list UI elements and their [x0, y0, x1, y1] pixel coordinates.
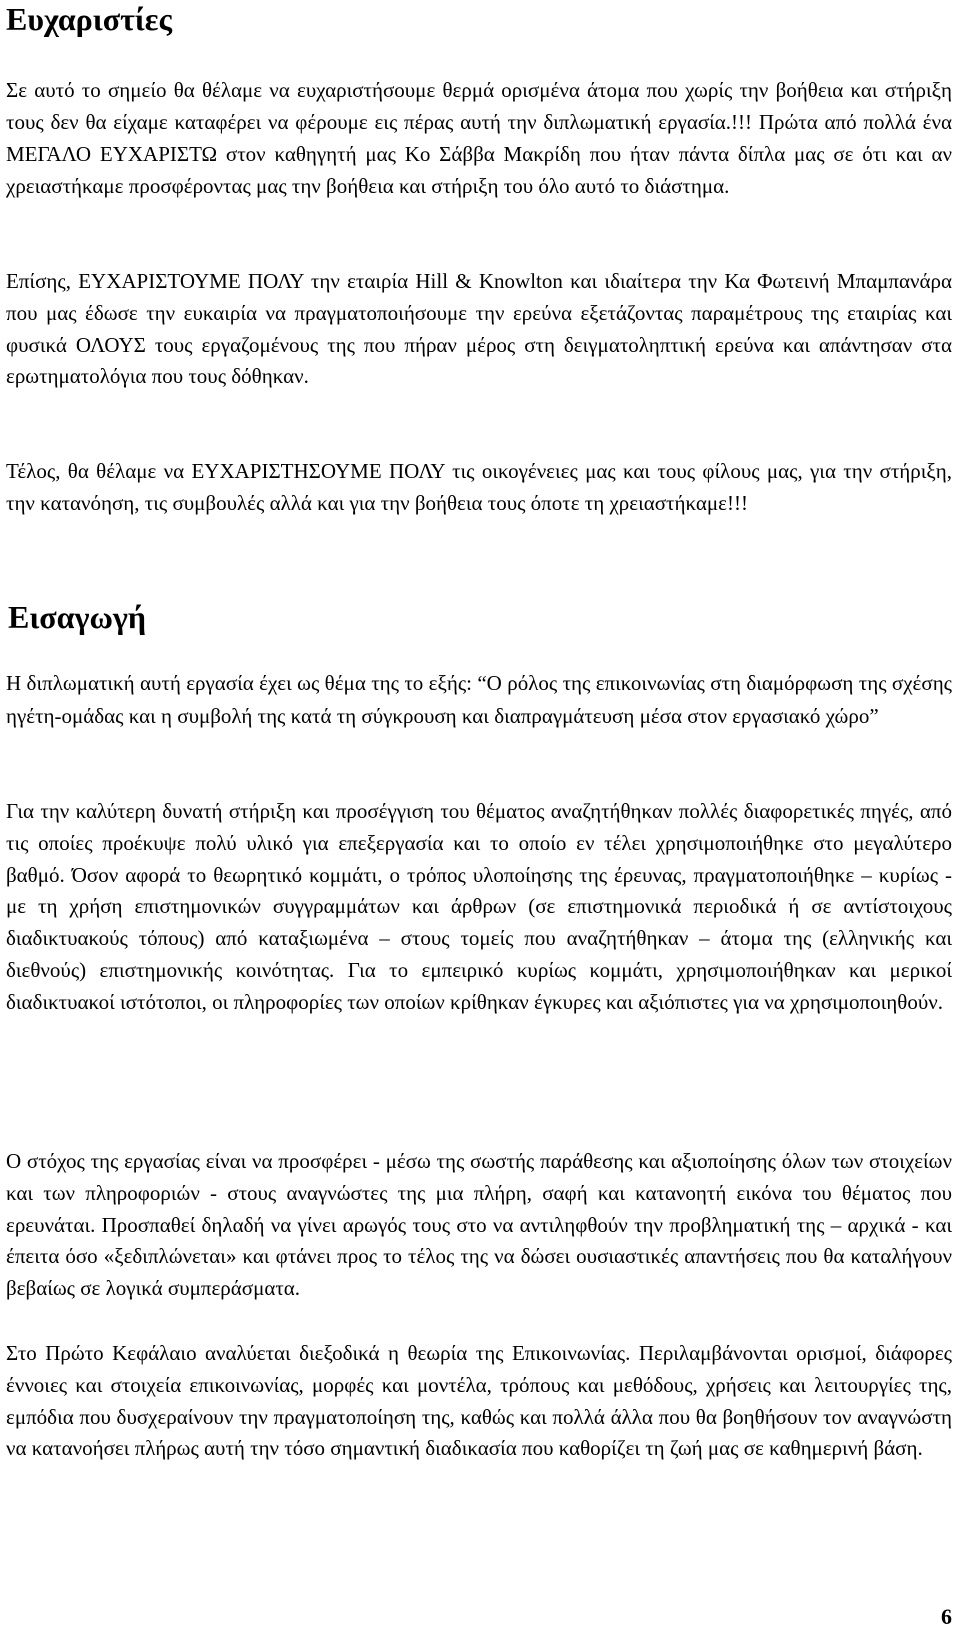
introduction-paragraph-2: Για την καλύτερη δυνατή στήριξη και προσέγγιση του θέματος αναζητήθηκαν πολλές διαφορετικές πηγές, από τις οποίες προέκυψε πολύ υλικό για επεξεργασία και το οποίο εν τέλει χρησιμοποιήθηκε στο μεγαλύτερο βαθμό. Όσον αφορά το θεωρητικό κομμάτι, ο τρόπος υλοποίησης της έρευνας, πραγματοποιήθηκε – κυρίως - με τη χρήση επιστημονικών συγγραμμάτων και άρθρων (σε επιστημονικά περιοδικά ή σε αντίστοιχους διαδικτυακούς τόπους) από καταξιωμένα – στους τομείς που αναζητήθηκαν – άτομα της (ελληνικής και διεθνούς) επιστημονικής κοινότητας. Για το εμπειρικό κυρίως κομμάτι, χρησιμοποιήθηκαν και μερικοί διαδικτυακοί ιστότοποι, οι πληροφορίες των οποίων κρίθηκαν έγκυρες και αξιόπιστες για να χρησιμοποιηθούν. — [6, 799, 952, 1014]
acknowledgements-heading: Ευχαριστίες — [6, 1, 172, 37]
introduction-paragraph-4: Στο Πρώτο Κεφάλαιο αναλύεται διεξοδικά η θεωρία της Επικοινωνίας. Περιλαμβάνονται ορισμοί, διάφορες έννοιες και στοιχεία επικοινωνίας, μορφές και μοντέλα, τρόπους και μεθόδους, χρήσεις και λειτουργίες της, εμπόδια που δυσχεραίνουν την πραγματοποίηση της, καθώς και πολλά άλλα που θα βοηθήσουν τον αναγνώστη να κατανοήσει πλήρως αυτή την τόσο σημαντική διαδικασία που καθορίζει τη ζωή μας σε καθημερινή βάση. — [6, 1341, 952, 1461]
acknowledgements-paragraph-3: Τέλος, θα θέλαμε να ΕΥΧΑΡΙΣΤΗΣΟΥΜΕ ΠΟΛΥ τις οικογένειες μας και τους φίλους μας, για την στήριξη, την κατανόηση, τις συμβουλές αλλά και για την βοήθεια τους όποτε τη χρειαστήκαμε!!! — [6, 459, 952, 515]
introduction-heading: Εισαγωγή — [8, 599, 147, 635]
acknowledgements-paragraph-2: Επίσης, ΕΥΧΑΡΙΣΤΟΥΜΕ ΠΟΛΥ την εταιρία Hill & Knowlton και ιδιαίτερα την Κα Φωτεινή Μπαμπανάρα που μας έδωσε την ευκαιρία να πραγματοποιήσουμε την ερεύνα εξετάζοντας παραμέτρους της εταιρίας και φυσικά ΟΛΟΥΣ τους εργαζομένους της που πήραν μέρος στη δειγματοληπτική ερεύνα και απάντησαν στα ερωτηματολόγια που τους δόθηκαν. — [6, 269, 952, 389]
acknowledgements-paragraph-1: Σε αυτό το σημείο θα θέλαμε να ευχαριστήσουμε θερμά ορισμένα άτομα που χωρίς την βοήθεια και στήριξη τους δεν θα είχαμε καταφέρει να φέρουμε εις πέρας αυτή την διπλωματική εργασία.!!! Πρώτα από πολλά ένα ΜΕΓΑΛΟ ΕΥΧΑΡΙΣΤΩ στον καθηγητή μας Κο Σάββα Μακρίδη που ήταν πάντα δίπλα μας σε ότι και αν χρειαστήκαμε προσφέροντας μας την βοήθεια και στήριξη του όλο αυτό το διάστημα. — [6, 78, 952, 198]
page-number: 6 — [941, 1604, 952, 1629]
introduction-paragraph-1: Η διπλωματική αυτή εργασία έχει ως θέμα της το εξής: “Ο ρόλος της επικοινωνίας στη διαμόρφωση της σχέσης ηγέτη-ομάδας και η συμβολή της κατά τη σύγκρουση και διαπραγμάτευση μέσα στον εργασιακό χώρο” — [6, 671, 952, 728]
introduction-paragraph-3: Ο στόχος της εργασίας είναι να προσφέρει - μέσω της σωστής παράθεσης και αξιοποίησης όλων των στοιχείων και των πληροφοριών - στους αναγνώστες της μια πλήρη, σαφή και κατανοητή εικόνα του θέματος που ερευνάται. Προσπαθεί δηλαδή να γίνει αρωγός τους στο να αντιληφθούν την προβληματική της – αρχικά - και έπειτα όσο «ξεδιπλώνεται» και φτάνει προς το τέλος της να δώσει ουσιαστικές απαντήσεις που θα καταλήγουν βεβαίως σε λογικά συμπεράσματα. — [6, 1149, 952, 1301]
